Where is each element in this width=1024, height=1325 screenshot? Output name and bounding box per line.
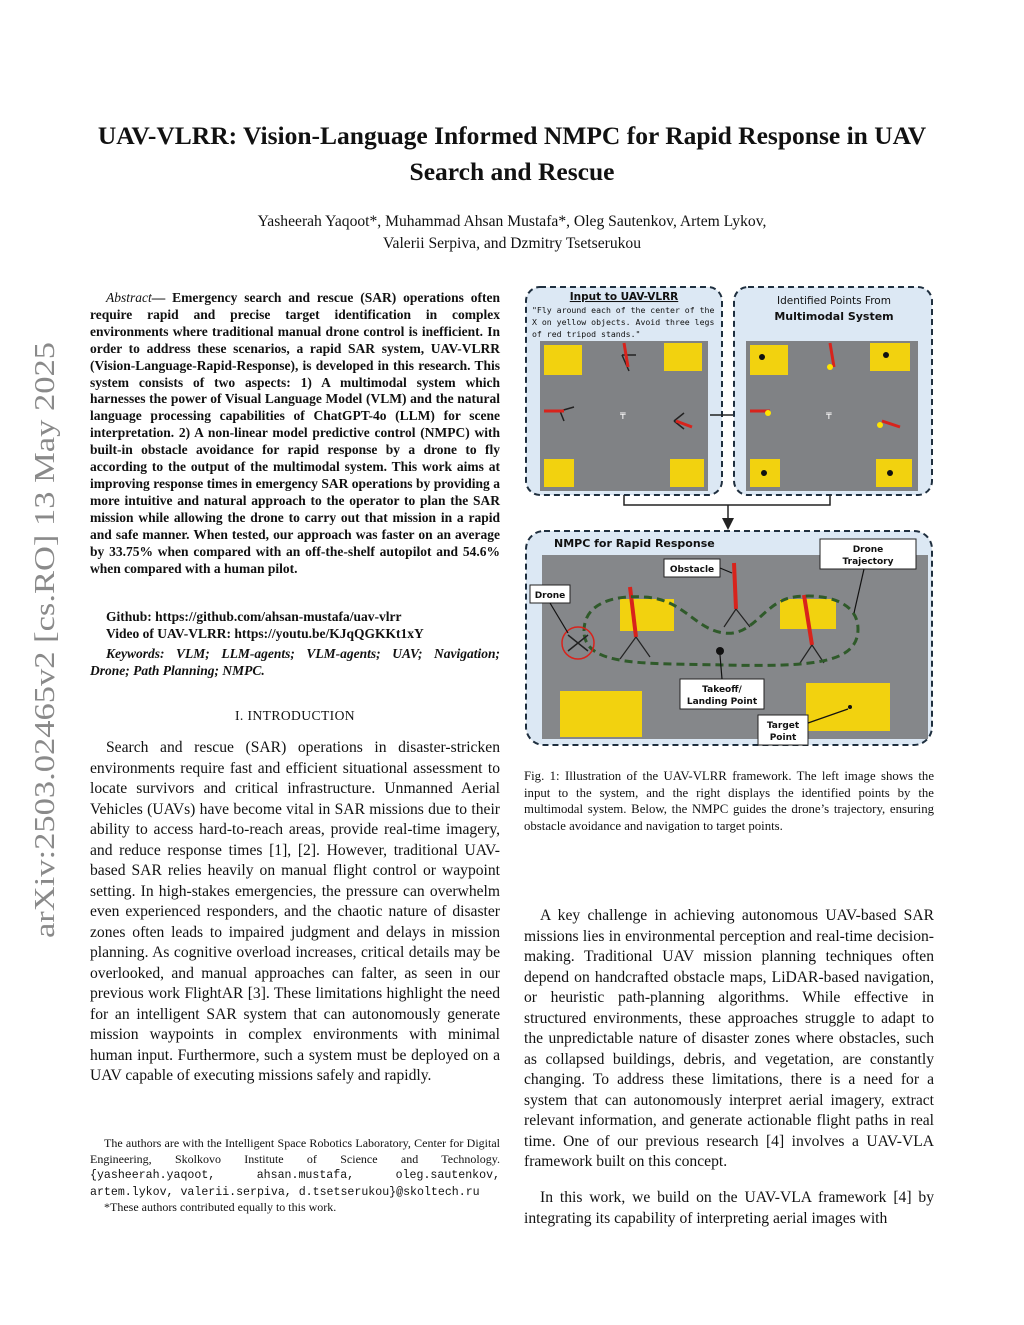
prompt-line-1: "Fly around each of the center of the [532, 305, 715, 315]
yellow-pad [750, 345, 788, 375]
footnote-emails: {yasheerah.yaqoot, ahsan.mustafa, oleg.sautenkov, artem.lykov, valerii.serpiva, d.tsetserukou}@skoltech.ru [90, 1169, 500, 1199]
yellow-pad [560, 691, 642, 737]
author-list [100, 211, 924, 255]
keywords [90, 645, 500, 679]
authors-line-2: Valerii Serpiva, and Dzmitry Tsetserukou [382, 235, 642, 252]
output-panel-title-1: Identified Points From [777, 295, 891, 307]
obstacle-point [827, 364, 833, 370]
paragraph-text: A key challenge in achieving autonomous UAV-based SAR missions lies in environmental perception and real-time decision-making. Traditional UAV mission planning techniques often depend on handcrafted obstacle maps, LiDAR-based navigation, or heuristic path-planning algorithms. While effective in structured environments, these approaches struggle to adapt to the unpredictable nature of disaster zones where obstacles, such as collapsed buildings, debris, and vegetation, are constantly changing. To address these limitations, there is a need for a system that can autonomously interpret aerial imagery, extract relevant information, and generate actionable flight paths in real time. One of our previous research [4] involves a UAV-VLA framework built on this concept. [524, 907, 934, 1170]
abstract-text: — Emergency search and rescue (SAR) operations often require rapid and precise target identification in complex environments where traditional manual drone control is inefficient. In order to address these scenarios, a rapid SAR system, UAV-VLRR (Vision-Language-Rapid-Response), is developed in this research. This system consists of two aspects: 1) A multimodal system which harnesses the power of Visual Language Model (VLM) and the natural language processing capabilities of ChatGPT-4o (LLM) for scene interpretation. 2) A non-linear model predictive control (NMPC) with built-in obstacle avoidance for rapid response by a drone to fly according to the output of the multimodal system. This work aims at improving response times in emergency SAR operations by providing a more intuitive and natural approach to the operator to plan the SAR mission while allowing the drone to carry out that mission in a rapid and safe manner. When tested, our approach was faster on an average by 33.75% when compared with an off-the-shelf autopilot and 54.6% when compared with a human pilot. [90, 290, 500, 576]
flow-connector [624, 495, 830, 505]
yellow-pad [876, 459, 912, 487]
figure-1 [524, 283, 936, 748]
identified-point [883, 352, 889, 358]
drone-label: Drone [534, 591, 566, 601]
red-tripod [734, 563, 736, 609]
obstacle-label: Obstacle [669, 565, 715, 575]
identified-point [759, 354, 765, 360]
right-column-paragraph-2 [524, 1188, 934, 1229]
section-heading: I. INTRODUCTION [234, 708, 356, 723]
svg-text:₸: ₸ [620, 412, 626, 422]
figure-caption: Fig. 1: Illustration of the UAV-VLRR framework. The left image shows the input to the system, and the right displays the identified points by the multimodal system. Below, the NMPC guides the drone’s trajectory, ensuring obstacle avoidance and navigation to target points. [524, 769, 934, 833]
yellow-pad [664, 343, 702, 371]
output-panel-title-2: Multimodal System [774, 310, 894, 323]
yellow-pad [870, 343, 910, 371]
right-column-paragraph-1 [524, 906, 934, 1173]
takeoff-label-2: Landing Point [686, 697, 758, 707]
paragraph-text: In this work, we build on the UAV-VLA framework [4] by integrating its capability of interpreting aerial images with [524, 1189, 934, 1227]
footnote-affiliation [90, 1136, 500, 1200]
footnotes [90, 1136, 500, 1216]
footnote-text: The authors are with the Intelligent Space Robotics Laboratory, Center for Digital Engineering, Skolkovo Institute of Science and Technology. [90, 1136, 500, 1166]
intro-paragraph: Search and rescue (SAR) operations in disaster-stricken environments require fast and efficient situational assessment to locate survivors and critical infrastructure. Unmanned Aerial Vehicles (UAVs) have become vital in SAR missions due to their ability to access hard-to-reach areas, provide real-time imagery, and reduce response times [1], [2]. However, traditional UAV-based SAR relies heavily on manual flight control or waypoint setting. In high-stakes emergencies, the pressure can overwhelm even experienced responders, and the chaotic nature of disaster zones often leads to impaired judgment and delays in mission planning. As cognitive overload increases, critical details may be overlooked, and manual approaches can falter, as seen in our previous work FlightAR [3]. These limitations highlight the need for an intelligent SAR system that can autonomously generate mission waypoints in complex environments with minimal human input. Furthermore, such a system must be deployed on a UAV capable of executing missions safely and rapidly. [90, 739, 500, 1084]
resource-links [90, 608, 516, 642]
github-link[interactable]: Github: https://github.com/ahsan-mustafa/uav-vlrr [106, 609, 402, 624]
arxiv-identifier [18, 340, 66, 940]
takeoff-point [716, 647, 724, 655]
trajectory-label-1: Drone [852, 545, 884, 555]
arxiv-id-text: arXiv:2503.02465v2 [cs.RO] 13 May 2025 [30, 454, 61, 938]
input-panel-title: Input to UAV-VLRR [569, 291, 679, 303]
target-label-2: Point [769, 733, 797, 743]
yellow-pad [670, 459, 704, 487]
yellow-pad [544, 345, 582, 375]
target-marker [848, 705, 852, 709]
takeoff-label-1: Takeoff/ [702, 685, 742, 695]
identified-point [887, 470, 893, 476]
introduction-body [90, 738, 500, 1087]
prompt-line-2: X on yellow objects. Avoid three legs [532, 317, 715, 327]
footnote-equal-contribution: *These authors contributed equally to this work. [104, 1200, 337, 1215]
video-link[interactable]: Video of UAV-VLRR: https://youtu.be/KJqQGKKt1xY [106, 626, 424, 641]
target-label-1: Target [766, 721, 800, 731]
identified-point [761, 470, 767, 476]
yellow-pad [620, 599, 674, 631]
abstract [90, 290, 500, 577]
trajectory-label-2: Trajectory [842, 557, 894, 567]
paper-title: UAV-VLRR: Vision-Language Informed NMPC for Rapid Response in UAV Search and Rescue [97, 121, 927, 186]
obstacle-point [765, 410, 771, 416]
prompt-line-3: of red tripod stands." [532, 329, 641, 339]
yellow-pad [544, 459, 574, 487]
abstract-label: Abstract [106, 290, 152, 305]
keywords-text: Keywords: VLM; LLM-agents; VLM-agents; UAV; Navigation; Drone; Path Planning; NMPC. [90, 646, 500, 678]
obstacle-point [877, 422, 883, 428]
authors-line-1: Yasheerah Yaqoot*, Muhammad Ahsan Mustafa*, Oleg Sautenkov, Artem Lykov, [257, 213, 767, 230]
figure-1-svg [524, 283, 936, 748]
nmpc-panel-title: NMPC for Rapid Response [554, 537, 715, 550]
svg-text:₸: ₸ [826, 412, 832, 422]
